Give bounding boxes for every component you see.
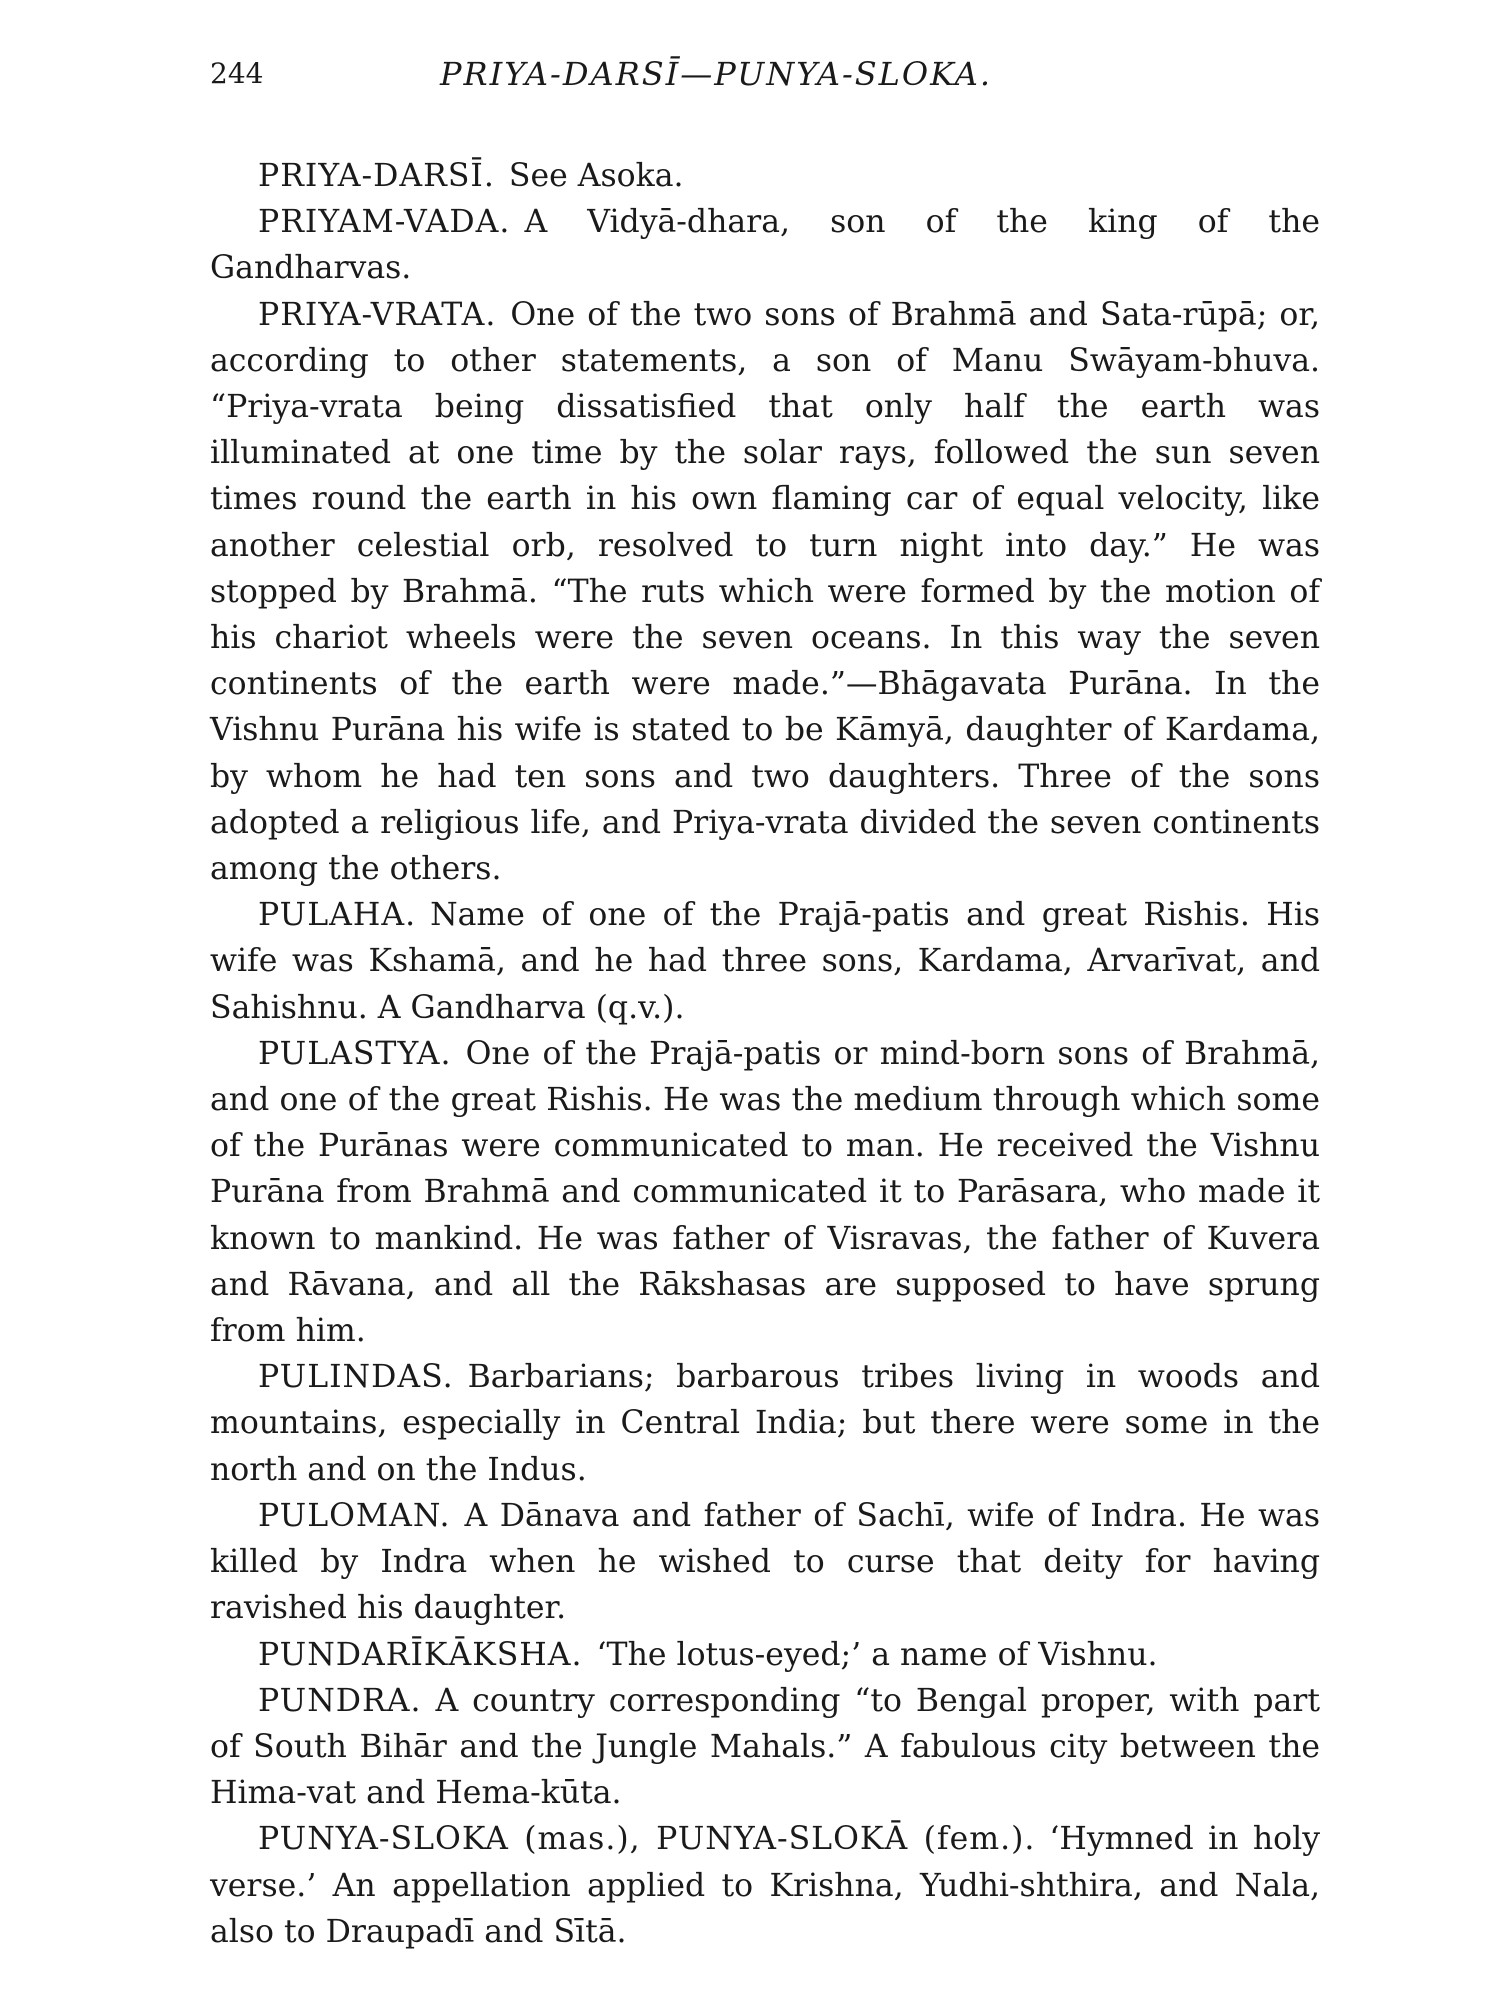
entry-puloman <box>210 1493 1320 1632</box>
entry-text: See Asoka. <box>508 158 684 194</box>
entry-priya-vrata <box>210 292 1320 893</box>
entry-text: One of the two sons of Brahmā and Sata-rūpā; or, according to other statements, a son of Manu Swāyam-bhuva. “Priya-vrata being dissatisfied that only half the earth was illuminated at one time by the solar rays, followed the sun seven times round the earth in his own flaming car of equal velocity, like another celestial orb, resolved to turn night into day.” He was stopped by Brahmā. “The ruts which were formed by the motion of his chariot wheels were the seven oceans. In this way the seven continents of the earth were made.”—Bhāgavata Purāna. In the Vishnu Purāna his wife is stated to be Kāmyā, daughter of Kardama, by whom he had ten sons and two daughters. Three of the sons adopted a religious life, and Priya-vrata divided the seven continents among the others. <box>210 296 1320 888</box>
running-title: PRIYA-DARSĪ—PUNYA-SLOKA. <box>440 55 993 93</box>
entry-headword: PULOMAN. <box>258 1497 451 1534</box>
entry-text: A country corresponding “to Bengal proper, with part of South Bihār and the Jungle Mahals.” A fabulous city between the Hima-vat and Hema-kūta. <box>210 1682 1320 1812</box>
entry-headword: PULINDAS. <box>258 1359 454 1396</box>
entry-text: Barbarians; barbarous tribes living in woods and mountains, especially in Central India; but there were some in the north and on the Indus. <box>210 1359 1320 1488</box>
entry-pulaha <box>210 892 1320 1031</box>
entry-pulindas <box>210 1354 1320 1493</box>
entry-text: Name of one of the Prajā-patis and great Rishis. His wife was Kshamā, and he had three sons, Kardama, Arvarīvat, and Sahishnu. A Gandharva (q.v.). <box>210 897 1320 1026</box>
entry-punya-sloka <box>210 1816 1320 1955</box>
entry-headword: PRIYAM-VADA. <box>258 204 511 241</box>
entry-headword: PULASTYA. <box>258 1035 452 1072</box>
entry-text: One of the Prajā-patis or mind-born sons of Brahmā, and one of the great Rishis. He was the medium through which some of the Purānas were communicated to man. He received the Vishnu Purāna from Brahmā and communicated it to Parāsara, who made it known to mankind. He was father of Visravas, the father of Kuvera and Rāvana, and all the Rākshasas are supposed to have sprung from him. <box>210 1035 1320 1350</box>
entry-pundarikaksha <box>210 1632 1320 1678</box>
entry-headword: PUNDRA. <box>258 1682 422 1719</box>
entry-text: A Dānava and father of Sachī, wife of Indra. He was killed by Indra when he wished to curse that deity for having ravished his daughter. <box>210 1497 1320 1627</box>
entry-headword: PRIYA-DARSĪ. <box>258 158 495 194</box>
running-head <box>210 55 1320 115</box>
entry-headword: PRIYA-VRATA. <box>258 296 497 333</box>
entry-pulastya <box>210 1031 1320 1354</box>
entry-headword: PULAHA. <box>258 897 417 934</box>
dictionary-page <box>210 55 1320 1955</box>
entry-text: ‘The lotus-eyed;’ a name of Vishnu. <box>596 1636 1158 1673</box>
entry-text: A Vidyā-dhara, son of the king of the Gandharvas. <box>210 204 1320 287</box>
entry-text: ‘Hymned in holy verse.’ An appellation applied to Krishna, Yudhi-shthira, and Nala, also to Draupadī and Sītā. <box>210 1821 1320 1950</box>
entry-priyam-vada <box>210 199 1320 291</box>
entry-headword: PUNYA-SLOKA (mas.), PUNYA-SLOKĀ (fem.). <box>258 1821 1036 1858</box>
entry-pundra <box>210 1678 1320 1817</box>
entry-headword: PUNDARĪKĀKSHA. <box>258 1636 583 1673</box>
entry-priya-darsi <box>210 153 1320 199</box>
page-number: 244 <box>210 57 264 90</box>
